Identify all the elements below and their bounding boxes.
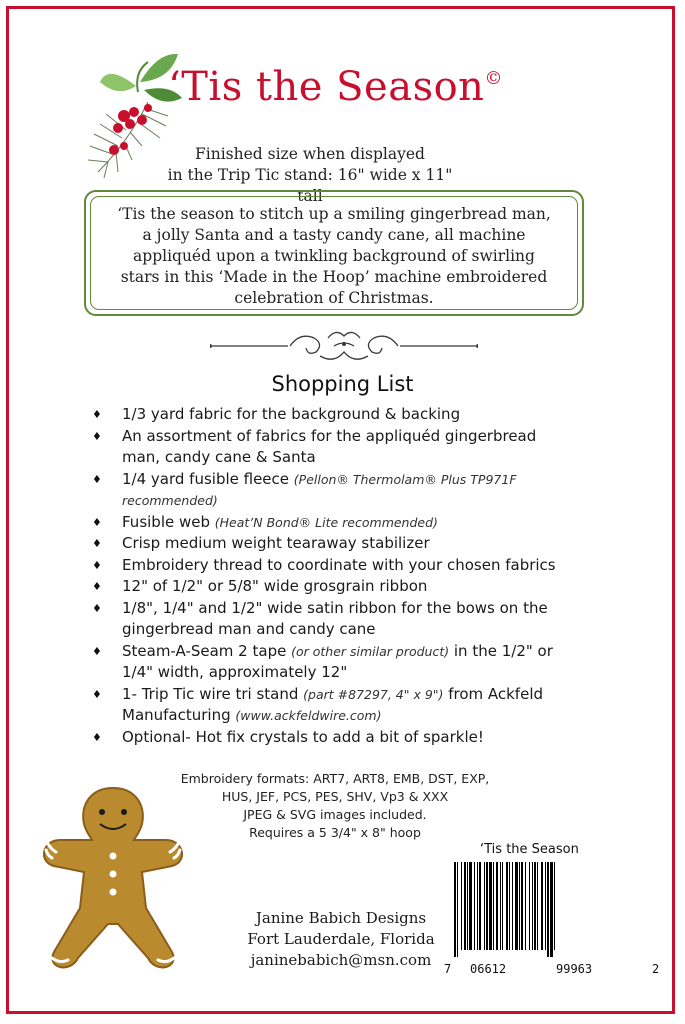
barcode-bar bbox=[479, 862, 481, 950]
description-line-1: ‘Tis the season to stitch up a smiling gingerbread man, bbox=[117, 205, 551, 223]
barcode-bar bbox=[515, 862, 518, 950]
item-text-after: in the 1/2" or bbox=[449, 641, 553, 660]
barcode-bar bbox=[496, 862, 498, 950]
diamond-bullet-icon: ♦ bbox=[92, 687, 102, 701]
barcode-bar bbox=[502, 862, 503, 950]
item-text: 1- Trip Tic wire tri stand bbox=[122, 684, 304, 703]
diamond-bullet-icon: ♦ bbox=[92, 472, 102, 486]
item-note-continued: (www.ackfeldwire.com) bbox=[235, 708, 382, 723]
barcode-bar bbox=[554, 862, 555, 950]
barcode-bar bbox=[545, 862, 546, 950]
item-text-continued: gingerbread man and candy cane bbox=[122, 620, 376, 638]
barcode-bar bbox=[521, 862, 523, 950]
item-note: (part #87297, 4" x 9") bbox=[303, 686, 444, 702]
barcode-bar bbox=[509, 862, 510, 950]
barcode-bar bbox=[474, 862, 475, 950]
barcode-bar bbox=[534, 862, 536, 950]
item-text: Optional- Hot fix crystals to add a bit of sparkle! bbox=[122, 727, 484, 746]
barcode-bar bbox=[477, 862, 478, 950]
list-item bbox=[92, 426, 612, 469]
diamond-bullet-icon: ♦ bbox=[92, 515, 102, 529]
diamond-bullet-icon: ♦ bbox=[92, 730, 102, 744]
barcode-icon bbox=[452, 862, 648, 957]
item-text: An assortment of fabrics for the appliquéd gingerbread bbox=[122, 426, 537, 445]
finished-size-line-2: in the Trip Tic stand: 16" wide x 11" tall bbox=[167, 166, 453, 205]
formats-line-3: JPEG & SVG images included. bbox=[243, 807, 427, 822]
item-note: (or other similar product) bbox=[291, 643, 450, 659]
scroll-flourish-icon bbox=[210, 326, 478, 366]
barcode-digits-right: 99963 bbox=[556, 962, 593, 976]
barcode-digit-first: 7 bbox=[444, 962, 452, 976]
copyright-mark: © bbox=[484, 68, 503, 89]
barcode-bar bbox=[489, 862, 492, 950]
barcode-bar bbox=[525, 862, 526, 950]
description-text bbox=[102, 204, 566, 309]
page-title bbox=[168, 64, 503, 110]
item-text: 1/3 yard fabric for the background & backing bbox=[122, 405, 461, 423]
barcode-bar bbox=[537, 862, 538, 950]
diamond-bullet-icon: ♦ bbox=[92, 537, 102, 550]
item-note: (Pellon® Thermolam® Plus TP971F bbox=[293, 471, 517, 487]
barcode-bar bbox=[550, 862, 553, 957]
list-item bbox=[92, 512, 612, 534]
barcode-bar bbox=[541, 862, 543, 950]
barcode-bar bbox=[532, 862, 533, 950]
barcode-bar bbox=[469, 862, 472, 950]
item-text-continued: man, candy cane & Santa bbox=[122, 448, 316, 466]
barcode-bar bbox=[500, 862, 501, 950]
barcode-bar bbox=[529, 862, 530, 950]
barcode-digit-last: 2 bbox=[652, 962, 660, 976]
diamond-bullet-icon: ♦ bbox=[92, 644, 102, 658]
list-item bbox=[92, 555, 612, 577]
description-line-5: celebration of Christmas. bbox=[234, 289, 434, 307]
gingerbread-man-icon bbox=[38, 784, 188, 974]
list-item bbox=[92, 576, 612, 598]
designer-info bbox=[236, 908, 446, 971]
item-note-continued: recommended) bbox=[122, 493, 218, 508]
barcode-bar bbox=[457, 862, 458, 957]
item-text: Crisp medium weight tearaway stabilizer bbox=[122, 534, 430, 552]
diamond-bullet-icon: ♦ bbox=[92, 429, 102, 443]
list-item bbox=[92, 641, 612, 684]
item-text: 1/4 yard fusible fleece bbox=[122, 469, 294, 488]
barcode-bar bbox=[454, 862, 456, 957]
barcode-bar bbox=[519, 862, 520, 950]
designer-location: Fort Lauderdale, Florida bbox=[247, 930, 435, 948]
item-text-after: from Ackfeld bbox=[443, 684, 544, 703]
description-line-2: a jolly Santa and a tasty candy cane, all machine bbox=[142, 226, 526, 244]
diamond-bullet-icon: ♦ bbox=[92, 558, 102, 572]
item-text: Fusible web bbox=[122, 512, 215, 531]
barcode-bar bbox=[486, 862, 488, 950]
barcode-digits-left: 06612 bbox=[470, 962, 507, 976]
list-item bbox=[92, 684, 612, 727]
finished-size-line-1: Finished size when displayed bbox=[195, 145, 425, 163]
item-text-continued: Manufacturing bbox=[122, 706, 236, 724]
diamond-bullet-icon: ♦ bbox=[92, 601, 102, 615]
item-text-continued: 1/4" width, approximately 12" bbox=[122, 663, 348, 681]
title-text: ‘Tis the Season bbox=[168, 64, 485, 110]
item-text: 1/8", 1/4" and 1/2" wide satin ribbon for the bows on the bbox=[122, 598, 548, 617]
barcode-bar bbox=[461, 862, 462, 950]
designer-email: janinebabich@msn.com bbox=[250, 951, 432, 969]
designer-name: Janine Babich Designs bbox=[255, 909, 427, 927]
diamond-bullet-icon: ♦ bbox=[92, 408, 102, 421]
formats-line-1: Embroidery formats: ART7, ART8, EMB, DST, EXP, bbox=[180, 771, 490, 786]
list-item bbox=[92, 469, 612, 512]
barcode-bar bbox=[547, 862, 549, 957]
barcode-bar bbox=[464, 862, 466, 950]
diamond-bullet-icon: ♦ bbox=[92, 580, 102, 593]
barcode-bar bbox=[506, 862, 508, 950]
barcode-bar bbox=[484, 862, 485, 950]
description-box bbox=[84, 190, 584, 316]
formats-line-2: HUS, JEF, PCS, PES, SHV, Vp3 & XXX bbox=[221, 789, 449, 804]
item-text: 12" of 1/2" or 5/8" wide grosgrain ribbon bbox=[122, 577, 428, 595]
barcode-bar bbox=[493, 862, 494, 950]
description-line-3: appliquéd upon a twinkling background of swirling bbox=[133, 247, 535, 265]
barcode-bar bbox=[512, 862, 513, 950]
item-text: Embroidery thread to coordinate with your chosen fabrics bbox=[122, 555, 556, 574]
list-item bbox=[92, 727, 612, 749]
description-line-4: stars in this ‘Made in the Hoop’ machine embroidered bbox=[120, 268, 548, 286]
shopping-list-heading: Shopping List bbox=[271, 372, 414, 396]
item-note: (Heat’N Bond® Lite recommended) bbox=[214, 514, 438, 530]
embroidery-formats bbox=[150, 770, 520, 842]
item-text: Steam-A-Seam 2 tape bbox=[122, 641, 292, 660]
list-item bbox=[92, 533, 612, 555]
list-item bbox=[92, 598, 612, 641]
list-item bbox=[92, 404, 612, 426]
formats-line-4: Requires a 5 3/4" x 8" hoop bbox=[249, 825, 421, 840]
shopping-list bbox=[92, 404, 612, 748]
barcode-title: ‘Tis the Season bbox=[480, 842, 579, 857]
barcode-bar bbox=[467, 862, 468, 950]
